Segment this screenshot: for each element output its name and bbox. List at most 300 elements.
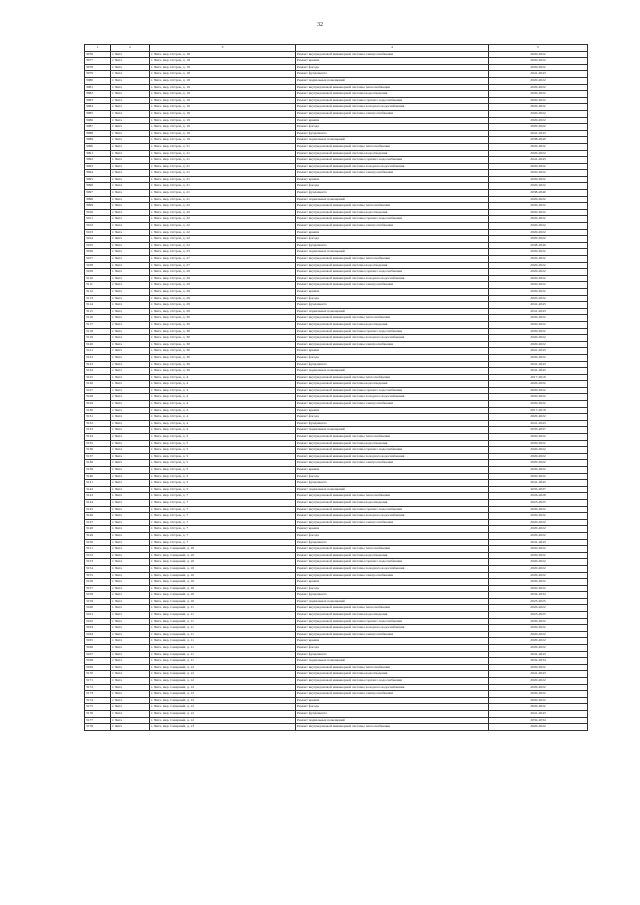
row-number-cell: 3080 — [85, 77, 111, 84]
municipality-cell: г. Чита — [111, 374, 150, 381]
period-cell: 2020-2022 — [489, 585, 588, 592]
period-cell: 2020-2022 — [489, 572, 588, 579]
address-cell: г. Чита, мкр. Остров, д. 19 — [150, 130, 296, 137]
work-type-cell: Ремонт внутридомовой инженерной системы теплоснабжения — [296, 256, 489, 263]
work-type-cell: Ремонт внутридомовой инженерной системы холодного водоснабжения — [296, 684, 489, 691]
work-type-cell: Ремонт фасада — [296, 585, 489, 592]
row-number-cell: 3128 — [85, 394, 111, 401]
municipality-cell: г. Чита — [111, 183, 150, 190]
table-row — [85, 183, 588, 190]
work-type-cell: Ремонт подвальных помещений — [296, 658, 489, 665]
row-number-cell: 3163 — [85, 625, 111, 632]
work-type-cell: Ремонт фундамента — [296, 302, 489, 309]
work-type-cell: Ремонт фундамента — [296, 130, 489, 137]
municipality-cell: г. Чита — [111, 625, 150, 632]
work-type-cell: Ремонт крыши — [296, 526, 489, 533]
row-number-cell: 3172 — [85, 684, 111, 691]
table-row — [85, 110, 588, 117]
period-cell: 2020-2022 — [489, 724, 588, 731]
address-cell: г. Чита, мкр. Остров, д. 19 — [150, 104, 296, 111]
table-row — [85, 71, 588, 78]
table-row — [85, 242, 588, 249]
work-type-cell: Ремонт внутридомовой инженерной системы электроснабжения — [296, 460, 489, 467]
municipality-cell: г. Чита — [111, 368, 150, 375]
period-cell: 2041-2043 — [489, 368, 588, 375]
address-cell: г. Чита, мкр. Северный, д. 12 — [150, 664, 296, 671]
table-row — [85, 486, 588, 493]
row-number-cell: 3166 — [85, 645, 111, 652]
work-type-cell: Ремонт подвальных помещений — [296, 486, 489, 493]
row-number-cell: 3136 — [85, 447, 111, 454]
period-cell: 2020-2022 — [489, 704, 588, 711]
municipality-cell: г. Чита — [111, 361, 150, 368]
work-type-cell: Ремонт фундамента — [296, 539, 489, 546]
address-cell: г. Чита, мкр. Остров, д. 4 — [150, 414, 296, 421]
period-cell: 2020-2022 — [489, 58, 588, 65]
work-type-cell: Ремонт внутридомовой инженерной системы электроснабжения — [296, 110, 489, 117]
table-row — [85, 546, 588, 553]
municipality-cell: г. Чита — [111, 565, 150, 572]
work-type-cell: Ремонт подвальных помещений — [296, 427, 489, 434]
municipality-cell: г. Чита — [111, 242, 150, 249]
municipality-cell: г. Чита — [111, 499, 150, 506]
period-cell: 2038-2040 — [489, 190, 588, 197]
table-row — [85, 717, 588, 724]
row-number-cell: 3105 — [85, 242, 111, 249]
table-row — [85, 453, 588, 460]
table-row — [85, 651, 588, 658]
row-number-cell: 3147 — [85, 519, 111, 526]
table-row — [85, 130, 588, 137]
address-cell: г. Чита, мкр. Остров, д. 19 — [150, 117, 296, 124]
address-cell: г. Чита, мкр. Северный, д. 12 — [150, 710, 296, 717]
municipality-cell: г. Чита — [111, 236, 150, 243]
municipality-cell: г. Чита — [111, 150, 150, 157]
period-cell: 2017-2019 — [489, 374, 588, 381]
municipality-cell: г. Чита — [111, 288, 150, 295]
work-type-cell: Ремонт внутридомовой инженерной системы электроснабжения — [296, 282, 489, 289]
work-type-cell: Ремонт внутридомовой инженерной системы водоотведения — [296, 440, 489, 447]
work-type-cell: Ремонт внутридомовой инженерной системы холодного водоснабжения — [296, 275, 489, 282]
municipality-cell: г. Чита — [111, 110, 150, 117]
municipality-cell: г. Чита — [111, 453, 150, 460]
address-cell: г. Чита, мкр. Остров, д. 4 — [150, 374, 296, 381]
column-header: 5 — [489, 45, 588, 52]
work-type-cell: Ремонт внутридомовой инженерной системы теплоснабжения — [296, 84, 489, 91]
period-cell: 2020-2022 — [489, 440, 588, 447]
municipality-cell: г. Чита — [111, 51, 150, 58]
work-type-cell: Ремонт внутридомовой инженерной системы холодного водоснабжения — [296, 163, 489, 170]
row-number-cell: 3121 — [85, 348, 111, 355]
row-number-cell: 3109 — [85, 269, 111, 276]
address-cell: г. Чита, мкр. Остров, д. 22 — [150, 229, 296, 236]
period-cell: 2020-2022 — [489, 519, 588, 526]
municipality-cell: г. Чита — [111, 157, 150, 164]
work-type-cell: Ремонт фасада — [296, 532, 489, 539]
municipality-cell: г. Чита — [111, 143, 150, 150]
row-number-cell: 3133 — [85, 427, 111, 434]
work-type-cell: Ремонт внутридомовой инженерной системы водоотведения — [296, 612, 489, 619]
municipality-cell: г. Чита — [111, 678, 150, 685]
municipality-cell: г. Чита — [111, 467, 150, 474]
period-cell: 2041-2043 — [489, 348, 588, 355]
period-cell: 2020-2022 — [489, 414, 588, 421]
work-type-cell: Ремонт фасада — [296, 236, 489, 243]
work-type-cell: Ремонт подвальных помещений — [296, 196, 489, 203]
row-number-cell: 3092 — [85, 157, 111, 164]
municipality-cell: г. Чита — [111, 387, 150, 394]
row-number-cell: 3127 — [85, 387, 111, 394]
row-number-cell: 3160 — [85, 605, 111, 612]
row-number-cell: 3095 — [85, 176, 111, 183]
period-cell: 2020-2022 — [489, 401, 588, 408]
municipality-cell: г. Чита — [111, 84, 150, 91]
period-cell: 2020-2022 — [489, 104, 588, 111]
period-cell: 2020-2022 — [489, 684, 588, 691]
row-number-cell: 3112 — [85, 288, 111, 295]
row-number-cell: 3107 — [85, 256, 111, 263]
work-type-cell: Ремонт внутридомовой инженерной системы электроснабжения — [296, 51, 489, 58]
work-type-cell: Ремонт крыши — [296, 58, 489, 65]
address-cell: г. Чита, мкр. Северный, д. 11 — [150, 651, 296, 658]
table-row — [85, 506, 588, 513]
address-cell: г. Чита, мкр. Остров, д. 29 — [150, 288, 296, 295]
period-cell: 2020-2022 — [489, 229, 588, 236]
work-type-cell: Ремонт внутридомовой инженерной системы горячего водоснабжения — [296, 618, 489, 625]
row-number-cell: 3125 — [85, 374, 111, 381]
table-row — [85, 447, 588, 454]
period-cell: 2020-2022 — [489, 546, 588, 553]
address-cell: г. Чита, мкр. Остров, д. 5 — [150, 473, 296, 480]
address-cell: г. Чита, мкр. Остров, д. 29 — [150, 282, 296, 289]
row-number-cell: 3139 — [85, 467, 111, 474]
municipality-cell: г. Чита — [111, 209, 150, 216]
municipality-cell: г. Чита — [111, 645, 150, 652]
row-number-cell: 3084 — [85, 104, 111, 111]
period-cell: 2041-2043 — [489, 308, 588, 315]
municipality-cell: г. Чита — [111, 447, 150, 454]
address-cell: г. Чита, мкр. Северный, д. 11 — [150, 605, 296, 612]
period-cell: 2020-2022 — [489, 321, 588, 328]
row-number-cell: 3110 — [85, 275, 111, 282]
work-type-cell: Ремонт внутридомовой инженерной системы водоотведения — [296, 91, 489, 98]
work-type-cell: Ремонт внутридомовой инженерной системы горячего водоснабжения — [296, 447, 489, 454]
row-number-cell: 3158 — [85, 592, 111, 599]
row-number-cell: 3168 — [85, 658, 111, 665]
period-cell: 2020-2022 — [489, 163, 588, 170]
work-type-cell: Ремонт внутридомовой инженерной системы горячего водоснабжения — [296, 97, 489, 104]
period-cell: 2020-2022 — [489, 216, 588, 223]
table-row — [85, 348, 588, 355]
row-number-cell: 3115 — [85, 308, 111, 315]
municipality-cell: г. Чита — [111, 328, 150, 335]
work-type-cell: Ремонт внутридомовой инженерной системы электроснабжения — [296, 691, 489, 698]
column-header: 1 — [85, 45, 111, 52]
table-row — [85, 368, 588, 375]
period-cell: 2020-2022 — [489, 605, 588, 612]
period-cell: 2020-2022 — [489, 354, 588, 361]
period-cell: 2020-2022 — [489, 275, 588, 282]
table-header-row — [85, 45, 588, 52]
address-cell: г. Чита, мкр. Остров, д. 7 — [150, 506, 296, 513]
table-row — [85, 196, 588, 203]
period-cell: 2020-2022 — [489, 288, 588, 295]
address-cell: г. Чита, мкр. Остров, д. 21 — [150, 143, 296, 150]
address-cell: г. Чита, мкр. Северный, д. 10 — [150, 579, 296, 586]
period-cell: 2041-2043 — [489, 671, 588, 678]
table-row — [85, 618, 588, 625]
page-number: 32 — [317, 22, 323, 28]
table-row — [85, 625, 588, 632]
municipality-cell: г. Чита — [111, 64, 150, 71]
period-cell: 2020-2022 — [489, 150, 588, 157]
address-cell: г. Чита, мкр. Остров, д. 21 — [150, 196, 296, 203]
table-row — [85, 341, 588, 348]
address-cell: г. Чита, мкр. Остров, д. 4 — [150, 394, 296, 401]
address-cell: г. Чита, мкр. Остров, д. 29 — [150, 302, 296, 309]
municipality-cell: г. Чита — [111, 407, 150, 414]
address-cell: г. Чита, мкр. Остров, д. 7 — [150, 539, 296, 546]
work-type-cell: Ремонт внутридомовой инженерной системы горячего водоснабжения — [296, 328, 489, 335]
municipality-cell: г. Чита — [111, 77, 150, 84]
address-cell: г. Чита, мкр. Остров, д. 19 — [150, 137, 296, 144]
work-type-cell: Ремонт фасада — [296, 473, 489, 480]
municipality-cell: г. Чита — [111, 302, 150, 309]
table-row — [85, 513, 588, 520]
municipality-cell: г. Чита — [111, 480, 150, 487]
register-table — [84, 44, 588, 731]
period-cell: 2020-2022 — [489, 295, 588, 302]
municipality-cell: г. Чита — [111, 420, 150, 427]
municipality-cell: г. Чита — [111, 704, 150, 711]
row-number-cell: 3103 — [85, 229, 111, 236]
table-row — [85, 519, 588, 526]
address-cell: г. Чита, мкр. Остров, д. 30 — [150, 348, 296, 355]
period-cell: 2020-2022 — [489, 387, 588, 394]
work-type-cell: Ремонт внутридомовой инженерной системы водоотведения — [296, 209, 489, 216]
address-cell: г. Чита, мкр. Остров, д. 7 — [150, 526, 296, 533]
table-row — [85, 420, 588, 427]
municipality-cell: г. Чита — [111, 401, 150, 408]
period-cell: 2020-2022 — [489, 434, 588, 441]
table-row — [85, 440, 588, 447]
municipality-cell: г. Чита — [111, 176, 150, 183]
row-number-cell: 3126 — [85, 381, 111, 388]
work-type-cell: Ремонт крыши — [296, 638, 489, 645]
work-type-cell: Ремонт подвальных помещений — [296, 368, 489, 375]
municipality-cell: г. Чита — [111, 71, 150, 78]
table-row — [85, 460, 588, 467]
work-type-cell: Ремонт крыши — [296, 176, 489, 183]
work-type-cell: Ремонт внутридомовой инженерной системы холодного водоснабжения — [296, 513, 489, 520]
row-number-cell: 3162 — [85, 618, 111, 625]
work-type-cell: Ремонт внутридомовой инженерной системы теплоснабжения — [296, 493, 489, 500]
work-type-cell: Ремонт внутридомовой инженерной системы водоотведения — [296, 381, 489, 388]
table-row — [85, 150, 588, 157]
table-row — [85, 97, 588, 104]
address-cell: г. Чита, мкр. Северный, д. 11 — [150, 645, 296, 652]
period-cell: 2020-2022 — [489, 506, 588, 513]
address-cell: г. Чита, мкр. Северный, д. 11 — [150, 658, 296, 665]
period-cell: 2041-2043 — [489, 420, 588, 427]
address-cell: г. Чита, мкр. Остров, д. 7 — [150, 513, 296, 520]
work-type-cell: Ремонт подвальных помещений — [296, 77, 489, 84]
address-cell: г. Чита, мкр. Северный, д. 10 — [150, 585, 296, 592]
municipality-cell: г. Чита — [111, 579, 150, 586]
address-cell: г. Чита, мкр. Остров, д. 30 — [150, 328, 296, 335]
work-type-cell: Ремонт внутридомовой инженерной системы холодного водоснабжения — [296, 104, 489, 111]
work-type-cell: Ремонт фасада — [296, 64, 489, 71]
work-type-cell: Ремонт фундамента — [296, 242, 489, 249]
address-cell: г. Чита, мкр. Остров, д. 4 — [150, 427, 296, 434]
table-row — [85, 51, 588, 58]
table-row — [85, 216, 588, 223]
work-type-cell: Ремонт внутридомовой инженерной системы горячего водоснабжения — [296, 678, 489, 685]
work-type-cell: Ремонт фундамента — [296, 190, 489, 197]
address-cell: г. Чита, мкр. Остров, д. 18 — [150, 64, 296, 71]
table-row — [85, 658, 588, 665]
work-type-cell: Ремонт фасада — [296, 414, 489, 421]
period-cell: 2026-2028 — [489, 493, 588, 500]
period-cell: 2020-2022 — [489, 664, 588, 671]
work-type-cell: Ремонт внутридомовой инженерной системы теплоснабжения — [296, 546, 489, 553]
period-cell: 2038-2040 — [489, 137, 588, 144]
municipality-cell: г. Чита — [111, 486, 150, 493]
work-type-cell: Ремонт внутридомовой инженерной системы горячего водоснабжения — [296, 269, 489, 276]
address-cell: г. Чита, мкр. Остров, д. 27 — [150, 262, 296, 269]
municipality-cell: г. Чита — [111, 552, 150, 559]
address-cell: г. Чита, мкр. Остров, д. 21 — [150, 190, 296, 197]
address-cell: г. Чита, мкр. Северный, д. 12 — [150, 717, 296, 724]
period-cell: 2020-2022 — [489, 183, 588, 190]
row-number-cell: 3178 — [85, 724, 111, 731]
work-type-cell: Ремонт крыши — [296, 117, 489, 124]
row-number-cell: 3085 — [85, 110, 111, 117]
municipality-cell: г. Чита — [111, 335, 150, 342]
address-cell: г. Чита, мкр. Северный, д. 13 — [150, 724, 296, 731]
period-cell: 2020-2022 — [489, 625, 588, 632]
municipality-cell: г. Чита — [111, 203, 150, 210]
period-cell: 2020-2022 — [489, 236, 588, 243]
table-row — [85, 499, 588, 506]
address-cell: г. Чита, мкр. Остров, д. 30 — [150, 368, 296, 375]
table-row — [85, 585, 588, 592]
table-row — [85, 552, 588, 559]
address-cell: г. Чита, мкр. Остров, д. 4 — [150, 381, 296, 388]
address-cell: г. Чита, мкр. Северный, д. 10 — [150, 592, 296, 599]
period-cell: 2020-2022 — [489, 579, 588, 586]
row-number-cell: 3150 — [85, 539, 111, 546]
work-type-cell: Ремонт внутридомовой инженерной системы водоотведения — [296, 552, 489, 559]
period-cell: 2020-2022 — [489, 447, 588, 454]
municipality-cell: г. Чита — [111, 671, 150, 678]
municipality-cell: г. Чита — [111, 691, 150, 698]
row-number-cell: 3143 — [85, 493, 111, 500]
address-cell: г. Чита, мкр. Северный, д. 12 — [150, 684, 296, 691]
period-cell: 2041-2043 — [489, 157, 588, 164]
period-cell: 2020-2022 — [489, 381, 588, 388]
work-type-cell: Ремонт фасада — [296, 645, 489, 652]
address-cell: г. Чита, мкр. Остров, д. 21 — [150, 170, 296, 177]
municipality-cell: г. Чита — [111, 117, 150, 124]
work-type-cell: Ремонт внутридомовой инженерной системы водоотведения — [296, 321, 489, 328]
address-cell: г. Чита, мкр. Северный, д. 10 — [150, 598, 296, 605]
municipality-cell: г. Чита — [111, 381, 150, 388]
address-cell: г. Чита, мкр. Остров, д. 4 — [150, 407, 296, 414]
table-row — [85, 631, 588, 638]
work-type-cell: Ремонт подвальных помещений — [296, 308, 489, 315]
address-cell: г. Чита, мкр. Остров, д. 5 — [150, 440, 296, 447]
municipality-cell: г. Чита — [111, 539, 150, 546]
work-type-cell: Ремонт внутридомовой инженерной системы теплоснабжения — [296, 434, 489, 441]
row-number-cell: 3130 — [85, 407, 111, 414]
municipality-cell: г. Чита — [111, 513, 150, 520]
table-row — [85, 697, 588, 704]
work-type-cell: Ремонт внутридомовой инженерной системы теплоснабжения — [296, 203, 489, 210]
table-row — [85, 203, 588, 210]
table-body — [85, 51, 588, 730]
row-number-cell: 3176 — [85, 710, 111, 717]
address-cell: г. Чита, мкр. Остров, д. 7 — [150, 499, 296, 506]
work-type-cell: Ремонт внутридомовой инженерной системы теплоснабжения — [296, 143, 489, 150]
table-row — [85, 328, 588, 335]
municipality-cell: г. Чита — [111, 618, 150, 625]
work-type-cell: Ремонт внутридомовой инженерной системы теплоснабжения — [296, 724, 489, 731]
table-row — [85, 249, 588, 256]
table-row — [85, 295, 588, 302]
table-row — [85, 645, 588, 652]
table-row — [85, 427, 588, 434]
row-number-cell: 3148 — [85, 526, 111, 533]
address-cell: г. Чита, мкр. Остров, д. 30 — [150, 315, 296, 322]
address-cell: г. Чита, мкр. Остров, д. 29 — [150, 308, 296, 315]
work-type-cell: Ремонт фасада — [296, 124, 489, 131]
work-type-cell: Ремонт внутридомовой инженерной системы горячего водоснабжения — [296, 506, 489, 513]
table-row — [85, 64, 588, 71]
row-number-cell: 3106 — [85, 249, 111, 256]
period-cell: 2020-2022 — [489, 117, 588, 124]
row-number-cell: 3153 — [85, 559, 111, 566]
municipality-cell: г. Чита — [111, 394, 150, 401]
period-cell: 2032-2034 — [489, 717, 588, 724]
row-number-cell: 3145 — [85, 506, 111, 513]
row-number-cell: 3175 — [85, 704, 111, 711]
address-cell: г. Чита, мкр. Остров, д. 27 — [150, 256, 296, 263]
municipality-cell: г. Чита — [111, 519, 150, 526]
row-number-cell: 3164 — [85, 631, 111, 638]
work-type-cell: Ремонт внутридомовой инженерной системы водоотведения — [296, 150, 489, 157]
work-type-cell: Ремонт внутридомовой инженерной системы электроснабжения — [296, 572, 489, 579]
table-row — [85, 91, 588, 98]
work-type-cell: Ремонт крыши — [296, 697, 489, 704]
period-cell: 2020-2022 — [489, 559, 588, 566]
address-cell: г. Чита, мкр. Северный, д. 12 — [150, 704, 296, 711]
period-cell: 2020-2022 — [489, 51, 588, 58]
column-header: 3 — [150, 45, 296, 52]
period-cell: 2041-2043 — [489, 130, 588, 137]
address-cell: г. Чита, мкр. Остров, д. 30 — [150, 361, 296, 368]
address-cell: г. Чита, мкр. Остров, д. 19 — [150, 91, 296, 98]
work-type-cell: Ремонт внутридомовой инженерной системы холодного водоснабжения — [296, 565, 489, 572]
period-cell: 2020-2022 — [489, 638, 588, 645]
municipality-cell: г. Чита — [111, 249, 150, 256]
row-number-cell: 3117 — [85, 321, 111, 328]
row-number-cell: 3134 — [85, 434, 111, 441]
table-row — [85, 434, 588, 441]
municipality-cell: г. Чита — [111, 190, 150, 197]
address-cell: г. Чита, мкр. Остров, д. 22 — [150, 242, 296, 249]
row-number-cell: 3137 — [85, 453, 111, 460]
